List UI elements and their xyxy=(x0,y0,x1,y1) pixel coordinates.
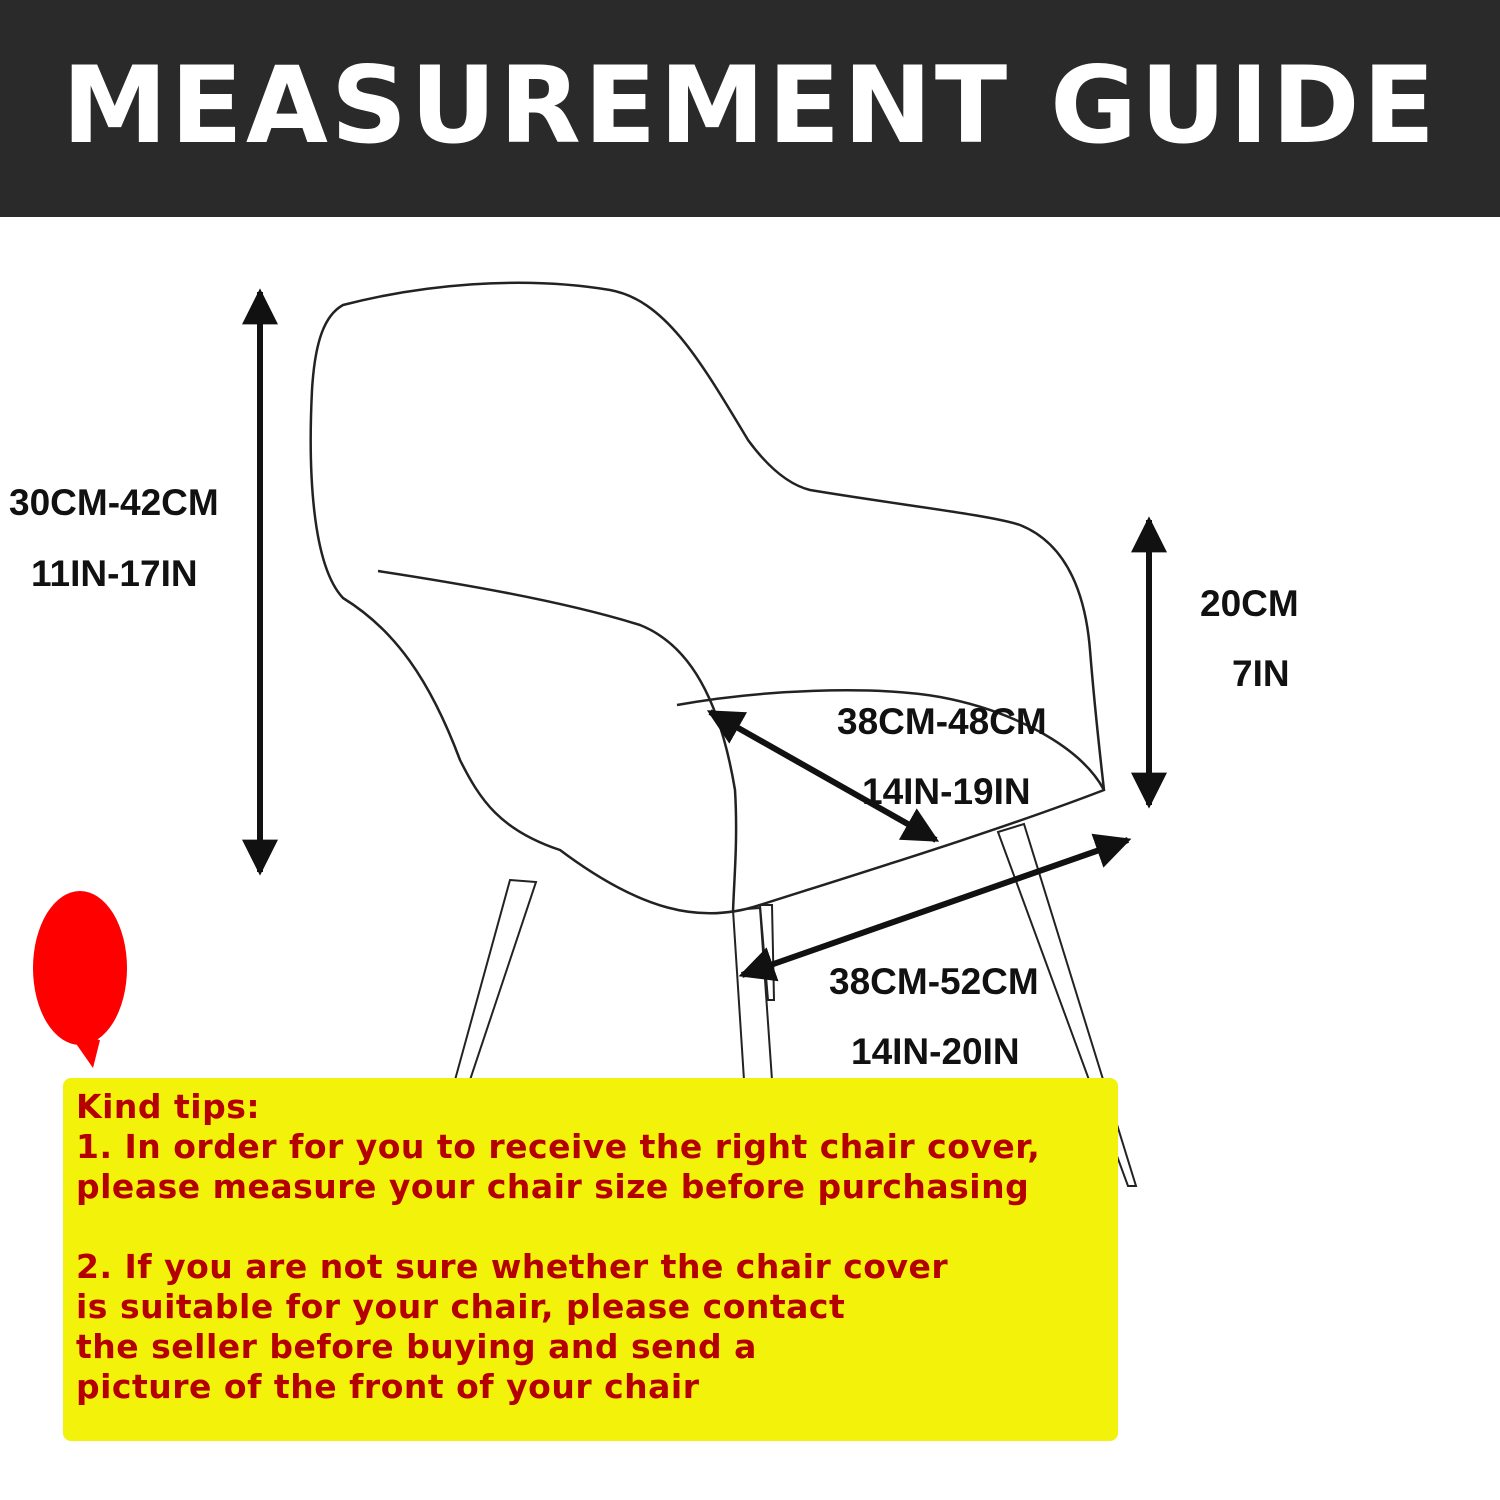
chair-shell xyxy=(311,283,1104,914)
seat-width-in-label: 14IN-20IN xyxy=(851,1031,1020,1072)
kind-tips-box xyxy=(63,1078,1118,1441)
tip-line-5: the seller before buying and send a xyxy=(76,1327,757,1366)
seat-depth-cm-label: 38CM-48CM xyxy=(837,701,1047,742)
tip-line-3: 2. If you are not sure whether the chair cover xyxy=(76,1247,949,1286)
chair-outline xyxy=(311,283,1104,914)
arm-height-in-label: 7IN xyxy=(1232,653,1290,694)
seat-width-cm-label: 38CM-52CM xyxy=(829,961,1039,1002)
page-title: MEASUREMENT GUIDE xyxy=(61,44,1439,167)
tips-heading: Kind tips: xyxy=(76,1087,261,1126)
back-height-in-label: 11IN-17IN xyxy=(31,553,198,594)
back-height-cm-label: 30CM-42CM xyxy=(9,482,219,523)
tip-line-4: is suitable for your chair, please contact xyxy=(76,1287,846,1326)
chair-leg-front-left xyxy=(455,880,536,1080)
arm-height-cm-label: 20CM xyxy=(1200,583,1299,624)
red-pin-icon xyxy=(33,891,127,1068)
seat-depth-in-label: 14IN-19IN xyxy=(862,771,1031,812)
tip-line-2: please measure your chair size before purchasing xyxy=(76,1167,1030,1206)
tip-line-1: 1. In order for you to receive the right chair cover, xyxy=(76,1127,1041,1166)
tip-line-6: picture of the front of your chair xyxy=(76,1367,700,1406)
